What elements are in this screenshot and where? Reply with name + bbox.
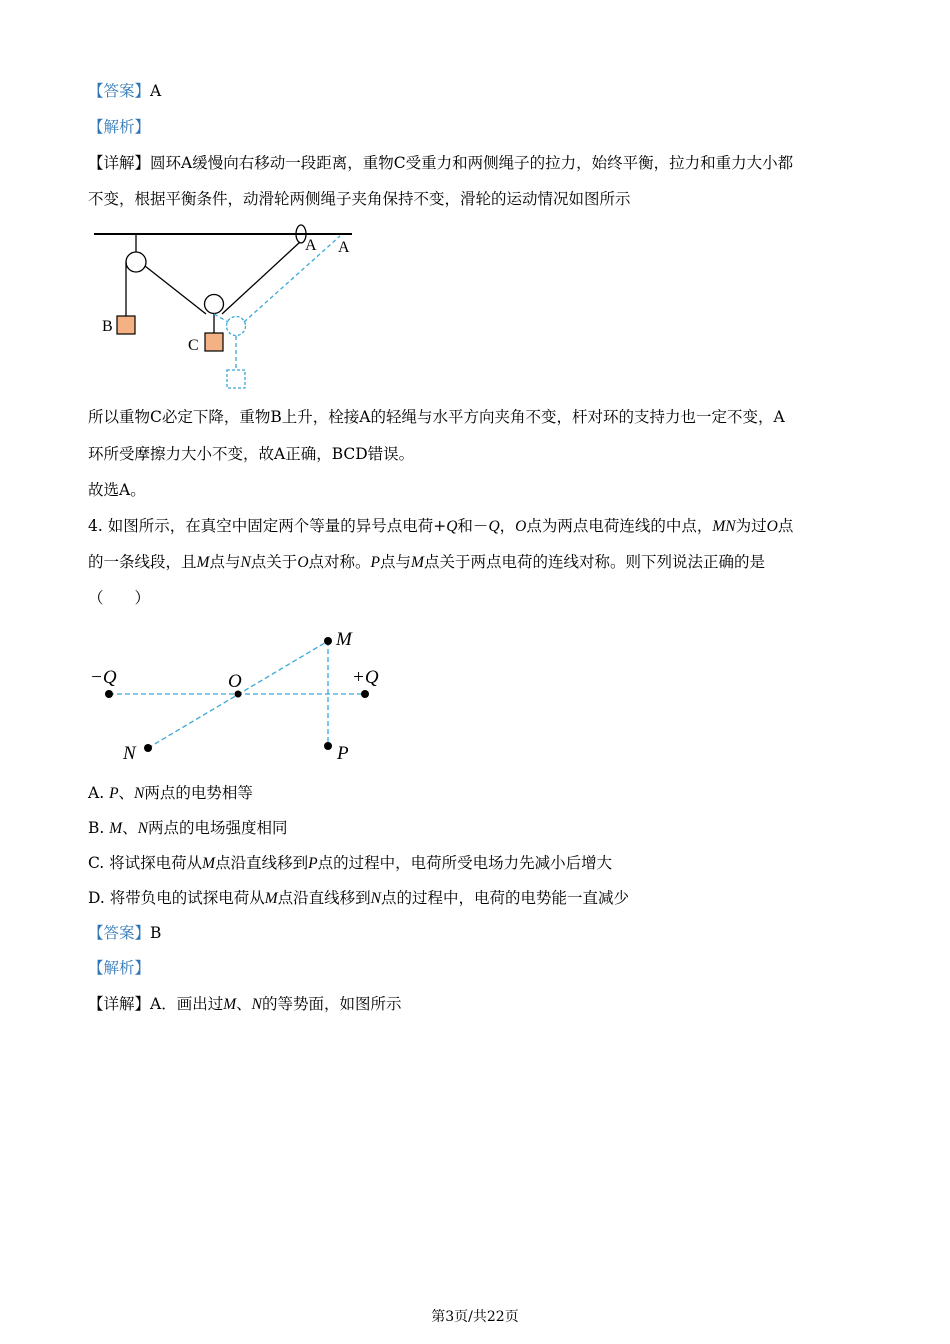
answer-tag: 【答案】 [88,924,151,942]
stem-text: 点关于两点电荷的连线对称。则下列说法正确的是 [423,553,765,571]
detail-tag: 【详解】 [88,154,151,172]
q4-analysis-line [88,957,150,979]
option-symbol: N [134,785,145,802]
stem-text: ， [499,517,516,535]
stem-text: 点关于 [250,553,298,571]
answer-blank: （ ） [88,589,151,607]
stem-symbol: M [196,554,210,571]
option-symbol: N [137,820,149,837]
q4-blank [88,587,150,609]
stem-symbol: P [370,554,380,571]
option-text: 点沿直线移到 [215,854,309,872]
stem-symbol: MN [712,518,736,535]
q4-stem-line-2 [88,551,765,574]
detail-symbol: N [251,996,262,1013]
after-text: 所以重物C必定下降，重物B上升，栓接A的轻绳与水平方向夹角不变，杆对环的支持力也一定不变，A [88,408,785,426]
label-p: P [337,743,349,764]
stem-text: 点为两点电荷连线的中点， [526,517,713,535]
q4-stem-line-1 [88,515,793,538]
answer-tag: 【答案】 [88,82,151,100]
q3-detail-line-2 [88,188,631,210]
label-a2: A [338,239,350,256]
label-pos-q: +Q [352,667,379,688]
stem-text: 4. 如图所示，在真空中固定两个等量的异号点电荷+ [88,517,447,535]
stem-text: 点 [777,517,794,535]
conclusion-text: 故选A。 [88,481,146,499]
label-c: C [188,337,199,354]
label-n: N [123,743,136,764]
stem-symbol: N [240,554,251,571]
option-c [88,852,612,875]
stem-text: 点与 [209,553,241,571]
option-text: 点的过程中，电荷所受电场力先减小后增大 [317,854,613,872]
label-a1: A [305,237,317,254]
detail-text: 的等势面，如图所示 [262,995,402,1013]
option-symbol: M [264,890,278,907]
pulley-diagram [88,222,358,394]
option-b [88,817,288,840]
charge-diagram [88,622,398,770]
option-symbol: M [202,855,216,872]
label-m: M [336,629,352,650]
detail-text: 不变，根据平衡条件，动滑轮两侧绳子夹角保持不变，滑轮的运动情况如图所示 [88,190,631,208]
q3-answer-line [88,80,161,102]
option-text: 两点的电场强度相同 [148,819,288,837]
label-b: B [102,318,113,335]
stem-text: 和－ [457,517,489,535]
option-text: 点的过程中，电荷的电势能一直减少 [381,889,630,907]
option-text: A. [88,784,110,802]
stem-text: 为过 [735,517,767,535]
detail-text: 、 [236,995,252,1013]
q3-analysis-line [88,116,150,138]
neg-charge-point [105,690,113,698]
answer-value: A [150,82,162,100]
stem-symbol: Q [488,518,500,535]
stem-symbol: Q [446,518,458,535]
q3-after-line-2 [88,443,414,465]
q4-answer-line [88,922,161,944]
q3-after-line-1 [88,406,785,428]
option-symbol: P [308,855,318,872]
option-text: 、 [122,819,138,837]
stem-symbol: M [411,554,424,571]
m-point [324,637,332,645]
detail-tag: 【详解】 [88,995,151,1013]
stem-text: 点对称。 [308,553,371,571]
stem-text: 的一条线段，且 [88,553,197,571]
option-text: 、 [118,784,135,802]
analysis-tag: 【解析】 [88,959,151,977]
pos-charge-point [361,690,369,698]
n-point [144,744,152,752]
analysis-tag: 【解析】 [88,118,151,136]
stem-symbol: O [297,554,309,571]
q3-detail-line-1 [88,152,793,174]
option-symbol: N [370,890,382,907]
option-symbol: P [109,785,119,802]
detail-text: 圆环A缓慢向右移动一段距离，重物C受重力和两侧绳子的拉力，始终平衡，拉力和重力大小都 [150,154,794,172]
page-footer: 第3页/共22页 [431,1309,519,1325]
option-a [88,782,253,805]
stem-text: 点与 [380,553,412,571]
option-text: 点沿直线移到 [277,889,371,907]
option-d [88,887,629,910]
detail-text: A．画出过 [150,995,224,1013]
option-text: C. 将试探电荷从 [88,854,203,872]
option-text: 两点的电势相等 [144,784,253,802]
q4-detail-line [88,993,402,1016]
stem-symbol: O [766,518,778,535]
detail-symbol: M [223,996,237,1013]
p-point [324,742,332,750]
label-neg-q: −Q [90,667,117,688]
option-symbol: M [109,820,123,837]
option-text: B. [88,819,110,837]
label-o: O [228,671,242,692]
after-text: 环所受摩擦力大小不变，故A正确，BCD错误。 [88,445,415,463]
stem-symbol: O [515,518,527,535]
answer-value: B [150,924,162,942]
option-text: D. 将带负电的试探电荷从 [88,889,265,907]
q3-conclusion [88,479,146,501]
